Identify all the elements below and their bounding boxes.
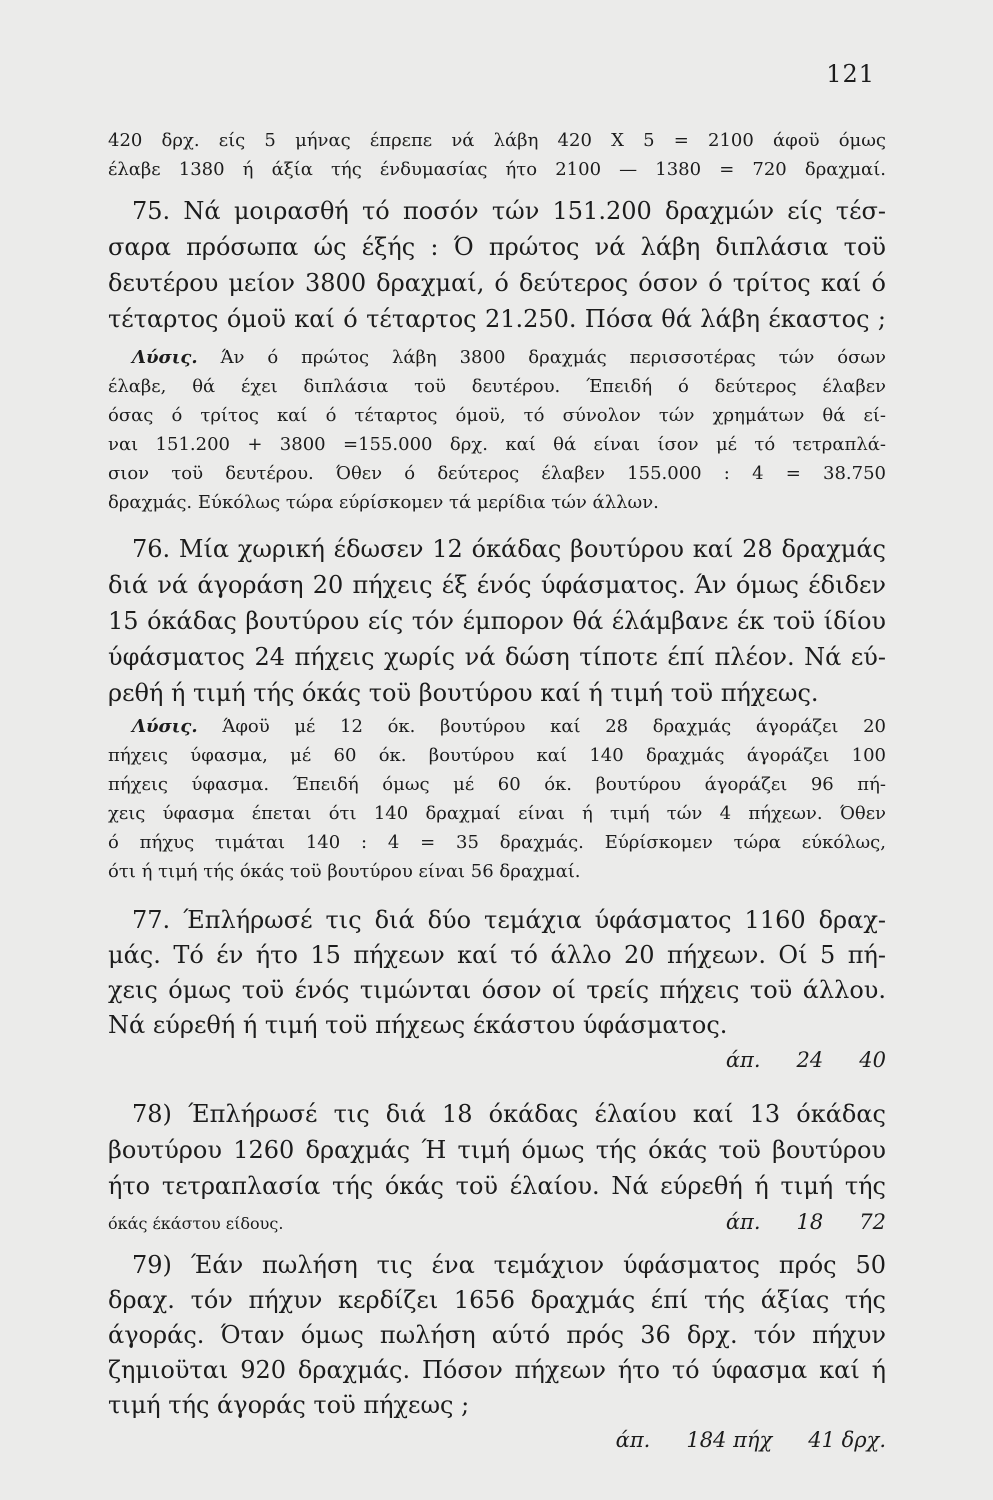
problem-77: [108, 903, 886, 1078]
text-line: χεις όμως τοϋ ένός τιμώνται όσον οί τρείς πήχεις τοϋ άλλου.: [108, 976, 886, 1004]
solution-75: [108, 343, 886, 517]
problem-79: [108, 1248, 886, 1458]
answer: [726, 1204, 886, 1240]
text-line: έλαβε, θά έχει διπλάσια τοϋ δευτέρου. Έπειδή ό δεύτερος έλαβεν: [108, 376, 886, 397]
text-line: ό πήχυς τιμάται 140 : 4 = 35 δραχμάς. Εύρίσκομεν τώρα εύκόλως,: [108, 832, 886, 853]
text-line: 79) Έάν πωλήση τις ένα τεμάχιον ύφάσματος πρός 50: [132, 1251, 886, 1279]
text-line: Νά εύρεθή ή τιμή τοϋ πήχεως έκάστου ύφάσματος.: [108, 1011, 728, 1039]
answer-value: 24: [796, 1048, 824, 1072]
text-line: ήτο τετραπλασία τής όκάς τοϋ έλαίου. Νά εύρεθή ή τιμή τής: [108, 1172, 886, 1200]
text-line: σαρα πρόσωπα ώς έξής : Ό πρώτος νά λάβη διπλάσια τοϋ: [108, 233, 886, 261]
text-line: δευτέρου μείον 3800 δραχμαί, ό δεύτερος όσον ό τρίτος καί ό: [108, 269, 886, 297]
text-line: ρεθή ή τιμή τής όκάς τοϋ βουτύρου καί ή τιμή τοϋ πήχεως.: [108, 679, 819, 707]
text-line: δραχ. τόν πήχυν κερδίζει 1656 δραχμάς έπί τής άξίας τής: [108, 1286, 886, 1314]
text-line: Λύσις. Άφοϋ μέ 12 όκ. βουτύρου καί 28 δραχμάς άγοράζει 20: [132, 716, 886, 737]
text-line: δραχμάς. Εύκόλως τώρα εύρίσκομεν τά μερίδια τών άλλων.: [108, 492, 659, 513]
answer-value: 41 δρχ.: [808, 1428, 886, 1452]
text-line: 77. Έπλήρωσέ τις διά δύο τεμάχια ύφάσματος 1160 δραχ-: [132, 906, 886, 934]
text-line: 78) Έπλήρωσέ τις διά 18 όκάδας έλαίου καί 13 όκάδας: [132, 1100, 886, 1128]
text-line: άγοράς. Όταν όμως πωλήση αύτό πρός 36 δρχ. τόν πήχυν: [108, 1321, 886, 1349]
answer: [108, 1043, 886, 1078]
solution-label: Λύσις.: [132, 347, 198, 368]
problem-75: [108, 193, 886, 337]
text-line: πήχεις ύφασμα, μέ 60 όκ. βουτύρου καί 140 δραχμάς άγοράζει 100: [108, 745, 886, 766]
text-line: μάς. Τό έν ήτο 15 πήχεων καί τό άλλο 20 πήχεων. Οί 5 πή-: [108, 941, 886, 969]
text-line: ναι 151.200 + 3800 =155.000 δρχ. καί θά είναι ίσον μέ τό τετραπλά-: [108, 434, 886, 455]
intro-paragraph: [108, 126, 886, 184]
text-line: όσας ό τρίτος καί ό τέταρτος όμοϋ, τό σύνολον τών χρημάτων θά εί-: [108, 405, 886, 426]
text-line: πήχεις ύφασμα. Έπειδή όμως μέ 60 όκ. βουτύρου άγοράζει 96 πή-: [108, 774, 886, 795]
answer-label: άπ.: [615, 1428, 651, 1452]
text-line: χεις ύφασμα έπεται ότι 140 δραχμαί είναι ή τιμή τών 4 πήχεων. Όθεν: [108, 803, 886, 824]
answer-value: 72: [859, 1210, 886, 1234]
answer-value: 184 πήχ: [686, 1428, 773, 1452]
answer-value: 40: [859, 1048, 886, 1072]
answer: [108, 1423, 886, 1458]
problem-76: [108, 531, 886, 711]
text-line: τέταρτος όμοϋ καί ό τέταρτος 21.250. Πόσα θά λάβη έκαστος ;: [108, 305, 886, 333]
solution-label: Λύσις.: [132, 716, 198, 737]
text-line: ζημιοϋται 920 δραχμάς. Πόσον πήχεων ήτο τό ύφασμα καί ή: [108, 1356, 886, 1384]
text-line: 420 δρχ. είς 5 μήνας έπρεπε νά λάβη 420 X 5 = 2100 άφοϋ όμως: [108, 130, 886, 151]
answer-value: 18: [796, 1210, 824, 1234]
text-line: ύφάσματος 24 πήχεις χωρίς νά δώση τίποτε έπί πλέον. Νά εύ-: [108, 643, 886, 671]
answer-label: άπ.: [725, 1210, 761, 1234]
text-line: βουτύρου 1260 δραχμάς Ή τιμή όμως τής όκάς τοϋ βουτύρου: [108, 1136, 886, 1164]
solution-76: [108, 712, 886, 886]
text-line: 76. Μία χωρική έδωσεν 12 όκάδας βουτύρου καί 28 δραχμάς: [132, 535, 886, 563]
text-line: 75. Νά μοιρασθή τό ποσόν τών 151.200 δραχμών είς τέσ-: [132, 197, 886, 225]
text-line: ότι ή τιμή τής όκάς τοϋ βουτύρου είναι 56 δραχμαί.: [108, 861, 581, 882]
problem-78: [108, 1096, 886, 1242]
answer-label: άπ.: [725, 1048, 761, 1072]
page-number: 121: [826, 60, 875, 88]
text-line: 15 όκάδας βουτύρου είς τόν έμπορον θά έλάμβανε έκ τοϋ ίδίου: [108, 607, 886, 635]
text-line: διά νά άγοράση 20 πήχεις έξ ένός ύφάσματος. Άν όμως έδιδεν: [108, 571, 886, 599]
text-line: όκάς έκάστου είδους. άπ. 18 72: [108, 1204, 886, 1242]
text-line: σιον τοϋ δευτέρου. Όθεν ό δεύτερος έλαβεν 155.000 : 4 = 38.750: [108, 463, 886, 484]
text-line: έλαβε 1380 ή άξία τής ένδυμασίας ήτο 2100 — 1380 = 720 δραχμαί.: [108, 159, 886, 180]
text-line: τιμή τής άγοράς τοϋ πήχεως ;: [108, 1391, 470, 1419]
text-line: Λύσις. Άν ό πρώτος λάβη 3800 δραχμάς περισσοτέρας τών όσων: [132, 347, 886, 368]
